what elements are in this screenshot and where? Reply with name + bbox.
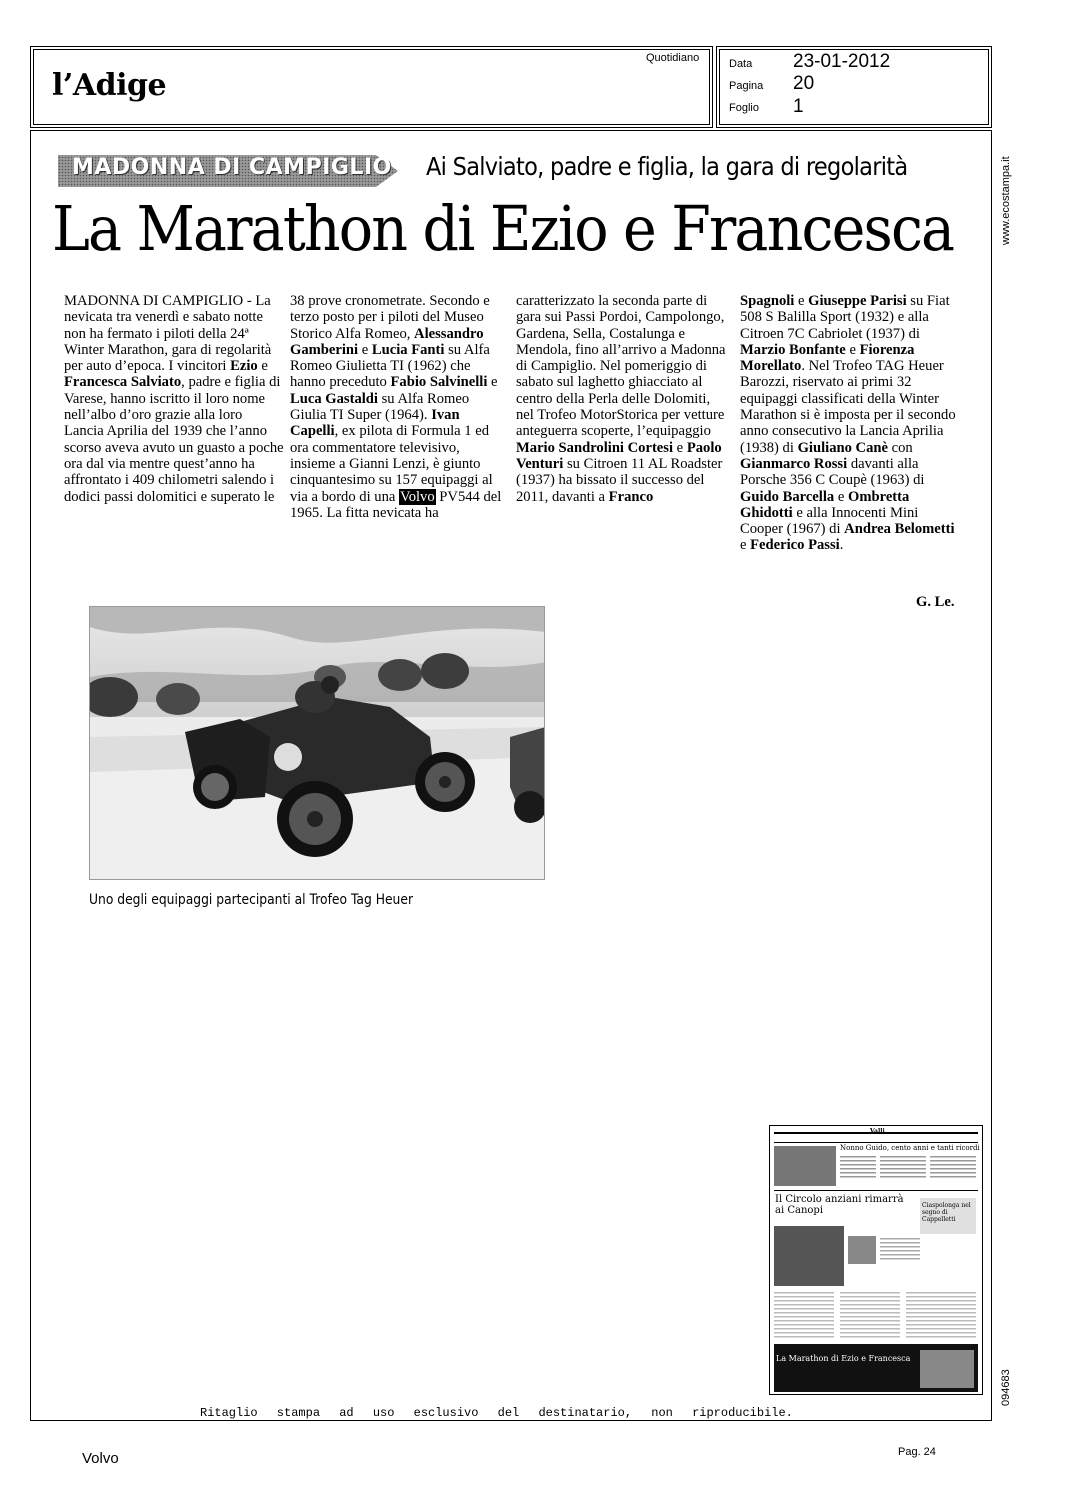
vintage-car-photo <box>90 607 545 880</box>
article-text: su Fiat 508 S Balilla Sport (1932) e alla Citroen 7C Cabriolet (1937) di <box>740 293 950 342</box>
publication-type: Quotidiano <box>646 52 700 64</box>
meta-value-sheet: 1 <box>793 96 804 117</box>
person-name: Giuliano Canè <box>797 439 888 456</box>
article-text: e <box>358 341 372 358</box>
person-name: Spagnoli <box>740 293 795 309</box>
person-name: Ombretta Ghidotti <box>740 488 910 521</box>
person-name: Francesca Salviato <box>64 374 182 391</box>
meta-value-date: 23-01-2012 <box>793 51 891 72</box>
person-name: Fabio Salvinelli <box>390 374 488 391</box>
article-text: e <box>794 293 809 309</box>
thumbnail-section: Valli <box>870 1128 885 1135</box>
person-name: Lucia Fanti <box>371 341 445 358</box>
person-name: Marzio Bonfante <box>740 341 846 358</box>
article-text: davanti alla Porsche 356 C Coupè (1963) di <box>740 455 925 489</box>
page-thumbnail <box>769 1125 983 1395</box>
article-text: . <box>839 537 844 554</box>
person-name: Gianmarco Rossi <box>740 455 848 472</box>
article-column-2 <box>290 293 504 521</box>
article-text: e <box>257 358 268 375</box>
copyright-notice: Ritaglio stampa ad uso esclusivo del destinatario, non riproducibile. <box>200 1406 793 1420</box>
person-name: Ivan Capelli <box>290 407 460 440</box>
article-column-4 <box>740 293 960 554</box>
meta-label-date: Data <box>729 58 753 70</box>
person-name: Giuseppe Parisi <box>808 293 907 309</box>
person-name: Mario Sandrolini Cortesi <box>516 439 674 456</box>
person-name: Franco <box>608 488 654 505</box>
person-name: Fiorenza Morellato <box>740 341 915 375</box>
article-text: 38 prove cronometrate. Secondo e terzo posto per i piloti del Museo Storico Alfa Romeo, <box>290 293 490 342</box>
side-url: www.ecostampa.it <box>1000 156 1012 245</box>
meta-label-sheet: Foglio <box>729 102 759 114</box>
article-text: e <box>487 374 498 391</box>
article-text: con <box>887 439 913 456</box>
footer-brand: Volvo <box>82 1450 119 1467</box>
article-text: e <box>834 488 848 505</box>
article-text: . Nel Trofeo TAG Heuer Barozzi, riservato ai primi 32 equipaggi classificati della Winter Marathon si è imposta per il secondo anno consecutivo la Lancia Aprilia (1938) di <box>740 358 956 456</box>
article-headline: La Marathon di Ezio e Francesca <box>52 192 954 265</box>
article-text: e <box>845 341 860 358</box>
meta-label-page: Pagina <box>729 80 764 92</box>
article-photo <box>89 606 545 880</box>
person-name: Andrea Belometti <box>844 521 955 538</box>
article-subhead: Ai Salviato, padre e figlia, la gara di regolarità <box>426 152 908 181</box>
meta-value-page: 20 <box>793 73 815 94</box>
article-text: MADONNA DI CAMPIGLIO - La nevicata tra venerdì e sabato notte non ha fermato i piloti della 24ª Winter Marathon, gara di regolarità per auto d’epoca. I vincitori <box>64 293 272 375</box>
person-name: Paolo Venturi <box>516 439 722 472</box>
thumbnail-headline-2: Il Circolo anziani rimarrà ai Canopi <box>775 1194 904 1216</box>
highlighted-keyword: Volvo <box>400 488 435 505</box>
kicker-text: MADONNA DI CAMPIGLIO <box>72 155 392 180</box>
person-name: Federico Passi <box>750 537 840 554</box>
article-column-1 <box>64 293 284 505</box>
article-text: e <box>740 537 751 554</box>
article-text: su Citroen 11 AL Roadster (1937) ha bissato il successo del 2011, davanti a <box>516 455 723 505</box>
article-text: e alla Innocenti Mini Cooper (1967) di <box>740 504 919 538</box>
article-column-3 <box>516 293 730 505</box>
article-text: , ex pilota di Formula 1 ed ora commentatore televisivo, insieme a Gianni Lenzi, è giunto cinquantesimo su 157 equipaggi al via a bordo di una <box>290 423 493 505</box>
side-code: 094683 <box>1000 1369 1012 1406</box>
article-text: e <box>673 439 687 456</box>
article-text: PV544 del 1965. La fitta nevicata ha <box>290 488 502 521</box>
thumbnail-headline-1: Nonno Guido, cento anni e tanti ricordi <box>840 1144 980 1152</box>
thumbnail-headline-4: La Marathon di Ezio e Francesca <box>776 1354 911 1363</box>
article-text: , padre e figlia di Varese, hanno iscritto il loro nome nell’albo d’oro grazie alla loro Lancia Aprilia del 1939 che l’anno scorso aveva avuto un guasto a poche ora dal via mentre quest’anno ha affrontato i 409 chilometri salendo i dodici passi dolomitici e superato le <box>64 374 284 505</box>
person-name: Ezio <box>230 358 258 375</box>
thumbnail-headline-3: Ciaspolonga nel segno di Cappelletti <box>922 1202 971 1223</box>
photo-caption: Uno degli equipaggi partecipanti al Trofeo Tag Heuer <box>89 892 414 908</box>
article-text: su Alfa Romeo Giulia TI Super (1964). <box>290 390 470 424</box>
article-text: caratterizzato la seconda parte di gara sui Passi Pordoi, Campolongo, Gardena, Sella, Costalunga e Mendola, fino all’arrivo a Madonna di Campiglio. Nel pomeriggio di sabato sul laghetto ghiacciato al centro della Perla delle Dolomiti, nel Trofeo MotorStorica per vetture anteguerra scoperte, l’equipaggio <box>516 293 726 440</box>
person-name: Luca Gastaldi <box>290 390 378 407</box>
article-text: su Alfa Romeo Giulietta TI (1962) che hanno preceduto <box>290 341 490 391</box>
article-signature: G. Le. <box>916 594 955 610</box>
footer-page-number: Pag. 24 <box>898 1446 936 1458</box>
newspaper-logo: l’Adige <box>52 68 167 103</box>
person-name: Alessandro Gamberini <box>290 325 484 358</box>
person-name: Guido Barcella <box>740 488 835 505</box>
